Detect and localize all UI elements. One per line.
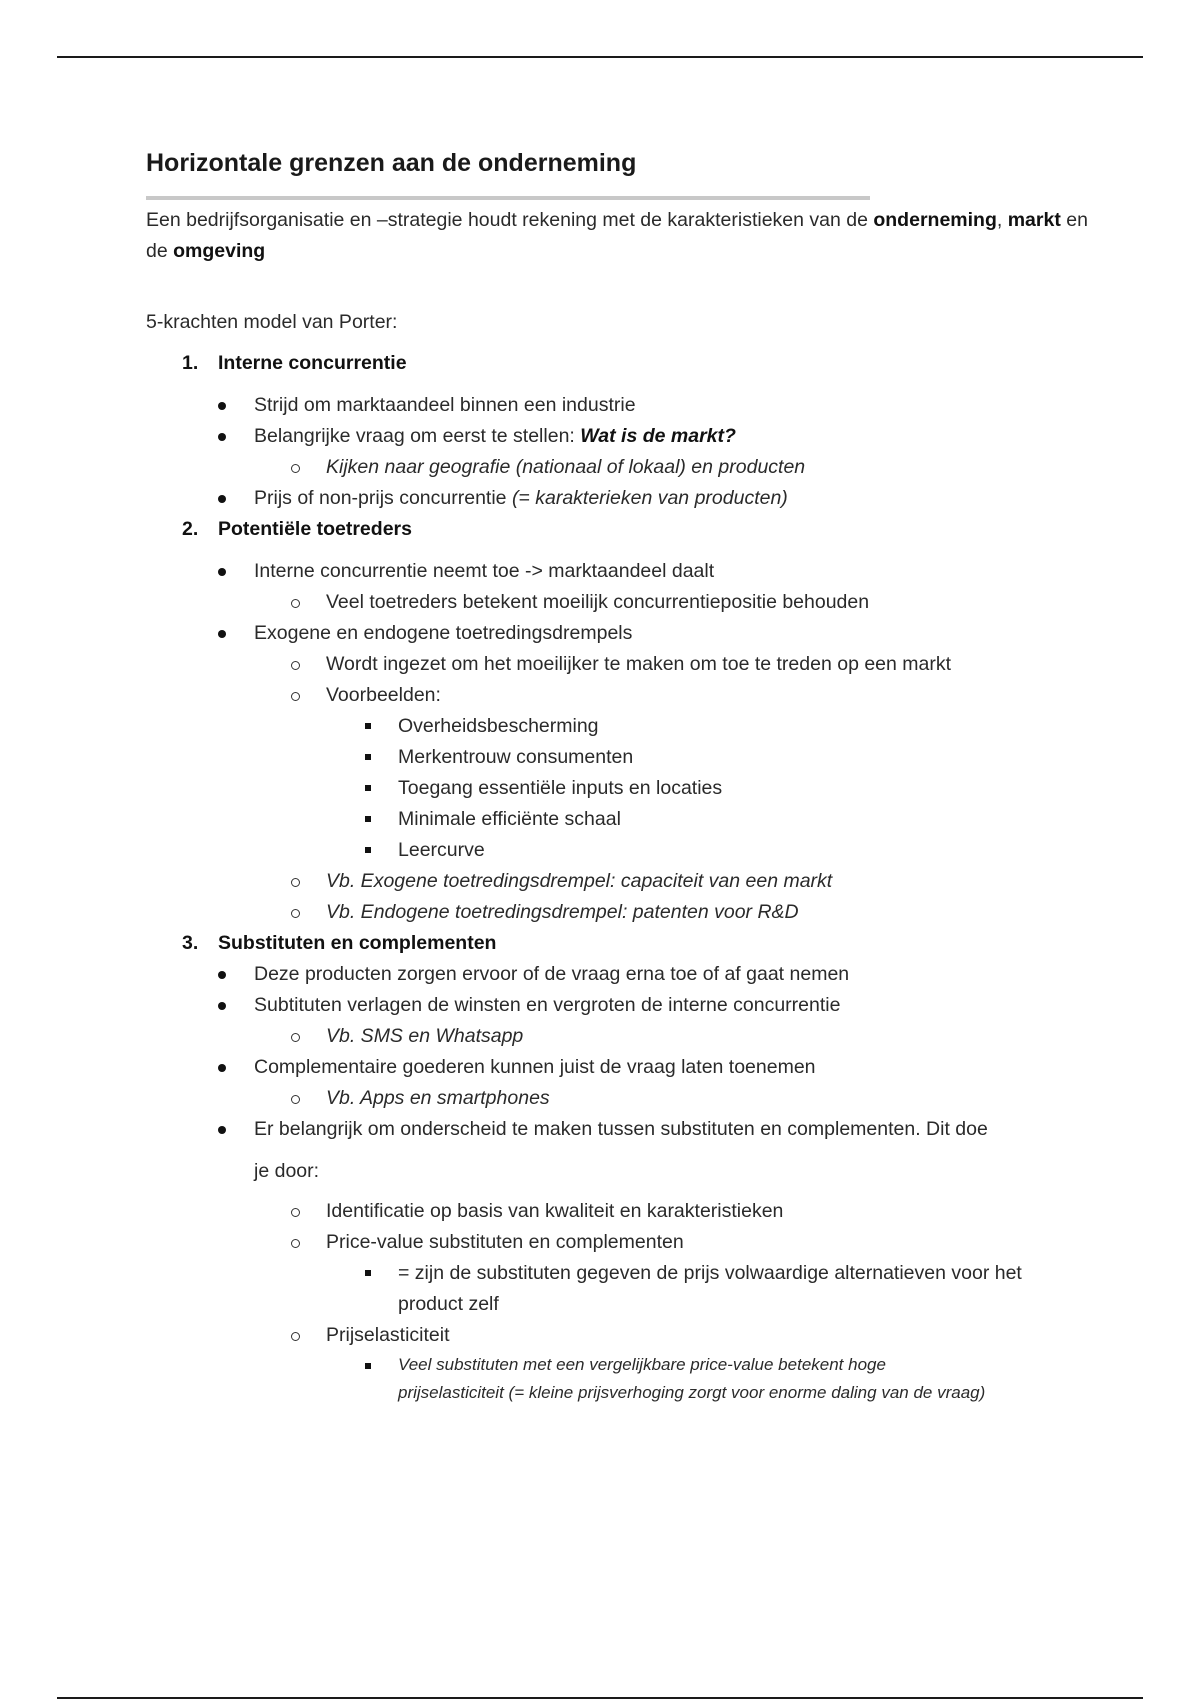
list-subsubitem-text: product zelf <box>398 1293 499 1315</box>
list-item <box>146 421 1096 452</box>
list-item <box>146 390 1096 421</box>
section-heading-text: Interne concurrentie <box>218 352 407 374</box>
list-subitem <box>146 680 1096 711</box>
page-title: Horizontale grenzen aan de onderneming <box>146 149 637 177</box>
list-item-text: Prijs of non-prijs concurrentie <box>254 487 512 509</box>
list-subitem-text: Price-value substituten en complementen <box>326 1231 684 1253</box>
list-item <box>146 1052 1096 1083</box>
list-subsubitem <box>146 711 1096 742</box>
list-item-text: Exogene en endogene toetredingsdrempels <box>254 622 633 644</box>
list-subsubitem-text: Merkentrouw consumenten <box>398 746 634 768</box>
square-bullet-icon <box>365 847 371 853</box>
list-subsubitem-text: Overheidsbescherming <box>398 715 599 737</box>
circle-bullet-icon <box>291 599 300 608</box>
list-subitem <box>146 587 1096 618</box>
list-subitem-text: Identificatie op basis van kwaliteit en karakteristieken <box>326 1200 784 1222</box>
section-heading-text: Potentiële toetreders <box>218 518 412 540</box>
intro-bold-omgeving: omgeving <box>173 240 266 262</box>
list-item <box>146 990 1096 1021</box>
list-item-text: je door: <box>254 1160 320 1182</box>
bullet-icon <box>218 568 226 576</box>
square-bullet-icon <box>365 1270 371 1276</box>
list-subsubitem-continuation <box>146 1289 1096 1320</box>
bullet-icon <box>218 1002 226 1010</box>
list-item-emphasis: Wat is de markt? <box>580 425 736 447</box>
list-subitem-text: Vb. Apps en smartphones <box>326 1087 550 1109</box>
list-item-continuation <box>146 1156 1096 1187</box>
circle-bullet-icon <box>291 1208 300 1217</box>
intro-text-3: en de <box>146 209 1088 262</box>
bullet-icon <box>218 433 226 441</box>
bullet-icon <box>218 402 226 410</box>
list-subsubitem-text: Veel substituten met een vergelijkbare price-value betekent hoge <box>398 1355 886 1374</box>
list-subsubitem <box>146 804 1096 835</box>
circle-bullet-icon <box>291 878 300 887</box>
list-subitem <box>146 1083 1096 1114</box>
list-item-text: Deze producten zorgen ervoor of de vraag erna toe of af gaat nemen <box>254 963 850 985</box>
list-subsubitem <box>146 742 1096 773</box>
list-subsubitem <box>146 835 1096 866</box>
list-item <box>146 618 1096 649</box>
list-item-emphasis: (= karakterieken van producten) <box>511 487 788 509</box>
list-subitem <box>146 1021 1096 1052</box>
section-2-heading <box>146 514 1096 545</box>
list-subitem-text: Veel toetreders betekent moeilijk concurrentiepositie behouden <box>326 591 870 613</box>
list-subsubitem-text: prijselasticiteit (= kleine prijsverhoging zorgt voor enorme daling van de vraag) <box>398 1383 986 1402</box>
list-subitem-text: Vb. SMS en Whatsapp <box>326 1025 524 1047</box>
footer-rule <box>57 1697 1143 1699</box>
bullet-icon <box>218 495 226 503</box>
circle-bullet-icon <box>291 909 300 918</box>
list-subitem <box>146 1320 1096 1351</box>
list-item <box>146 483 1096 514</box>
list-subitem <box>146 649 1096 680</box>
circle-bullet-icon <box>291 1095 300 1104</box>
bullet-icon <box>218 630 226 638</box>
porter-label: 5-krachten model van Porter: <box>146 311 398 333</box>
list-subsubitem-continuation <box>146 1379 1096 1407</box>
list-subitem-text: Kijken naar geografie (nationaal of lokaal) en producten <box>326 456 806 478</box>
section-1-heading <box>146 348 1096 379</box>
list-item-text: Interne concurrentie neemt toe -> marktaandeel daalt <box>254 560 715 582</box>
intro-text-1: Een bedrijfsorganisatie en –strategie houdt rekening met de karakteristieken van de <box>146 209 874 231</box>
section-number: 2. <box>182 518 199 540</box>
section-3-heading <box>146 928 1096 959</box>
list-subitem-text: Voorbeelden: <box>326 684 441 706</box>
list-subitem-text: Wordt ingezet om het moeilijker te maken om toe te treden op een markt <box>326 653 952 675</box>
bullet-icon <box>218 971 226 979</box>
list-subitem-text: Prijselasticiteit <box>326 1324 450 1346</box>
circle-bullet-icon <box>291 692 300 701</box>
list-subsubitem-text: Leercurve <box>398 839 485 861</box>
section-heading-text: Substituten en complementen <box>218 932 497 954</box>
list-item <box>146 1114 1096 1145</box>
list-subitem <box>146 866 1096 897</box>
list-item-text: Complementaire goederen kunnen juist de vraag laten toenemen <box>254 1056 816 1078</box>
section-number: 3. <box>182 932 199 954</box>
square-bullet-icon <box>365 1363 371 1369</box>
list-subsubitem-text: Minimale efficiënte schaal <box>398 808 621 830</box>
circle-bullet-icon <box>291 1332 300 1341</box>
bullet-icon <box>218 1064 226 1072</box>
title-underline <box>146 196 870 200</box>
square-bullet-icon <box>365 723 371 729</box>
circle-bullet-icon <box>291 1033 300 1042</box>
square-bullet-icon <box>365 785 371 791</box>
list-item-text: Subtituten verlagen de winsten en vergroten de interne concurrentie <box>254 994 841 1016</box>
square-bullet-icon <box>365 754 371 760</box>
header-rule <box>57 56 1143 58</box>
list-subitem-text: Vb. Endogene toetredingsdrempel: patenten voor R&D <box>326 901 799 923</box>
circle-bullet-icon <box>291 1239 300 1248</box>
list-subsubitem <box>146 1258 1096 1289</box>
list-item-text: Er belangrijk om onderscheid te maken tussen substituten en complementen. Dit doe <box>254 1118 988 1140</box>
list-subitem-text: Vb. Exogene toetredingsdrempel: capaciteit van een markt <box>326 870 833 892</box>
page-content <box>146 143 1096 1407</box>
list-item <box>146 556 1096 587</box>
list-subsubitem-text: = zijn de substituten gegeven de prijs volwaardige alternatieven voor het <box>398 1262 1022 1284</box>
list-item-text: Strijd om marktaandeel binnen een industrie <box>254 394 636 416</box>
circle-bullet-icon <box>291 661 300 670</box>
section-number: 1. <box>182 352 199 374</box>
list-item-text: Belangrijke vraag om eerst te stellen: <box>254 425 581 447</box>
list-subitem <box>146 1196 1096 1227</box>
list-subitem <box>146 1227 1096 1258</box>
list-subsubitem <box>146 773 1096 804</box>
intro-bold-markt: markt <box>1007 209 1061 231</box>
square-bullet-icon <box>365 816 371 822</box>
intro-bold-onderneming: onderneming <box>873 209 997 231</box>
bullet-icon <box>218 1126 226 1134</box>
list-subsubitem-text: Toegang essentiële inputs en locaties <box>398 777 723 799</box>
intro-text-2: , <box>996 209 1008 231</box>
list-subitem <box>146 452 1096 483</box>
list-subsubitem <box>146 1351 1096 1379</box>
circle-bullet-icon <box>291 464 300 473</box>
list-item <box>146 959 1096 990</box>
intro-paragraph <box>146 205 1096 267</box>
list-subitem <box>146 897 1096 928</box>
